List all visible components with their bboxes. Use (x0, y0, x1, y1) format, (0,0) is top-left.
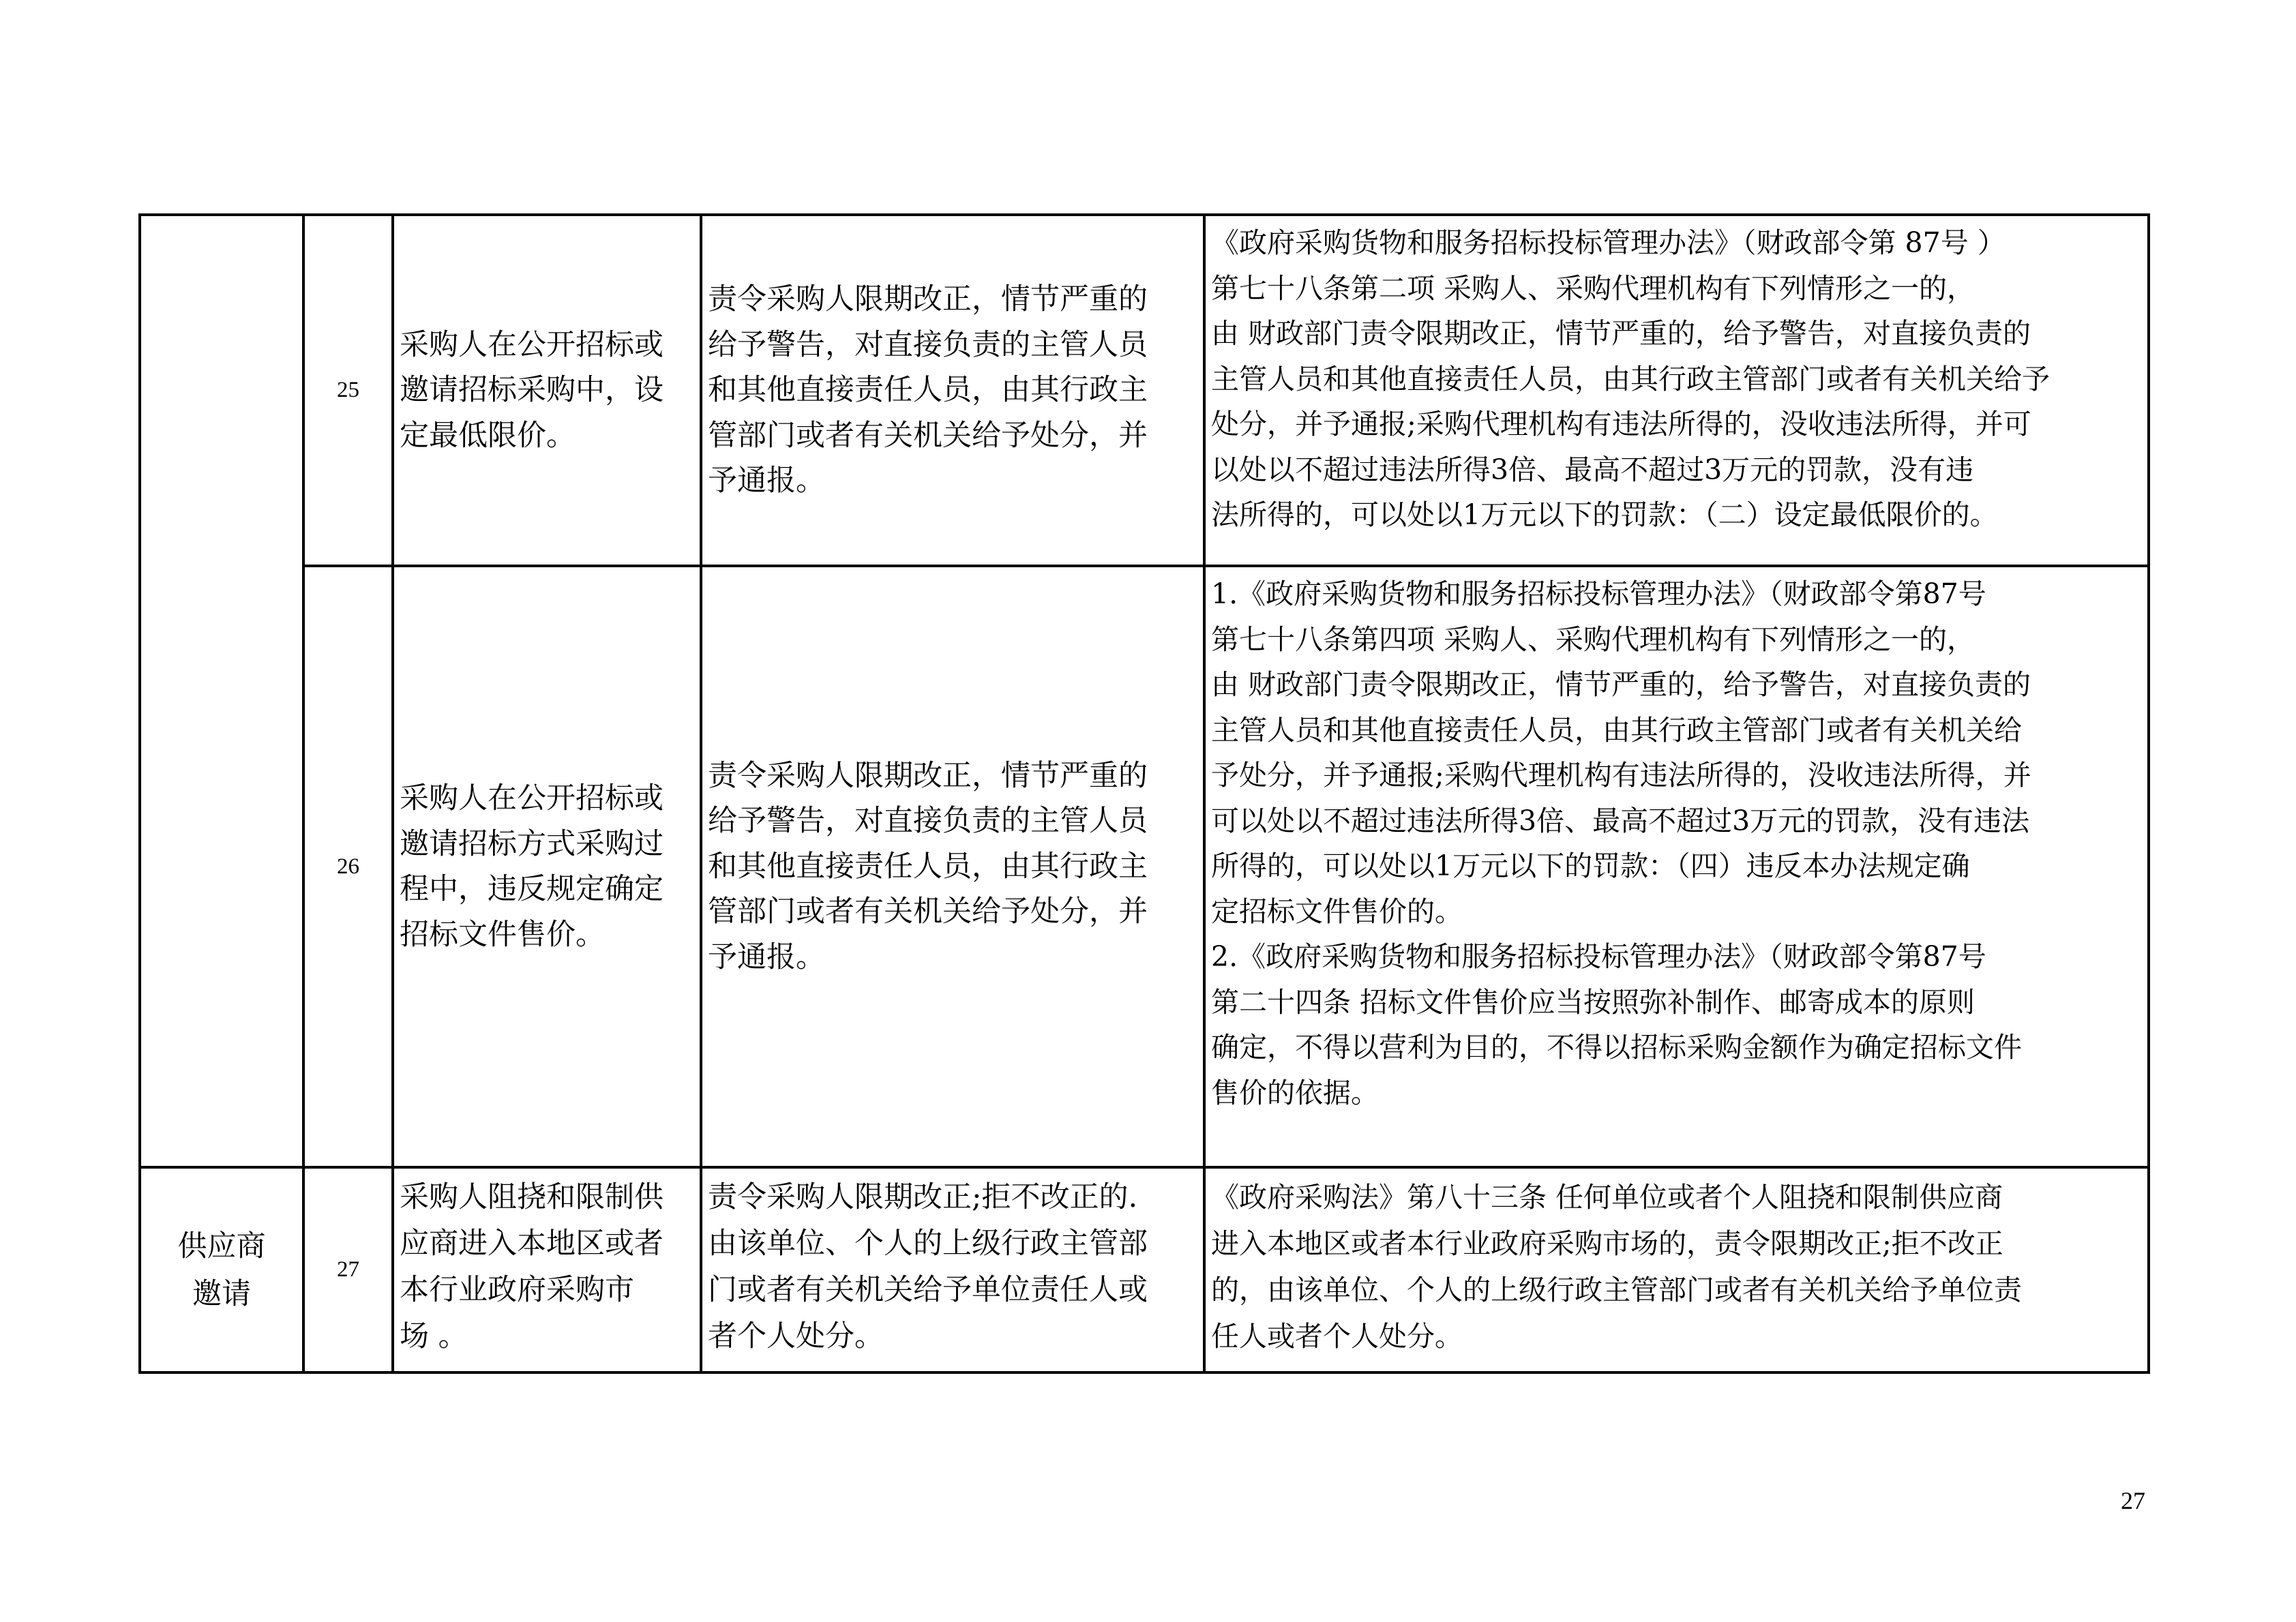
table-row (140, 566, 2149, 1167)
violation-line: 邀请招标采购中，设 (400, 373, 664, 408)
penalty-line: 者个人处分。 (708, 1319, 884, 1353)
basis-line: 由 财政部门责令限期改正，情节严重的，给予警告，对直接负责的 (1211, 317, 2031, 350)
basis-line: 主管人员和其他直接责任人员，由其行政主管部门或者有关机关给予 (1211, 362, 2050, 395)
penalty-line: 予通报。 (708, 940, 825, 974)
basis-line: 1.《政府采购货物和服务招标投标管理办法》（财政部令第87号 (1211, 577, 1986, 610)
violation-cell (393, 566, 701, 1167)
penalty-line: 责令采购人限期改正，情节严重的 (708, 282, 1148, 317)
basis-line: 任人或者个人处分。 (1211, 1320, 1463, 1353)
violation-line: 应商进入本地区或者 (400, 1227, 664, 1261)
penalty-line: 予通报。 (708, 464, 825, 498)
page-number: 27 (2121, 1487, 2145, 1514)
penalty-line: 管部门或者有关机关给予处分，并 (708, 895, 1148, 929)
penalty-line: 和其他直接责任人员，由其行政主 (708, 373, 1148, 408)
regulation-table (138, 213, 2150, 1374)
item-number: 27 (303, 1167, 393, 1372)
legal-basis-cell (1204, 566, 2149, 1167)
basis-line: 定招标文件售价的。 (1211, 895, 1463, 928)
item-number: 25 (303, 215, 393, 566)
basis-line: 进入本地区或者本行业政府采购市场的，责令限期改正;拒不改正 (1211, 1227, 2003, 1260)
penalty-line: 和其他直接责任人员，由其行政主 (708, 849, 1148, 884)
basis-line: 所得的，可以处以1万元以下的罚款：（四）违反本办法规定确 (1211, 850, 1970, 882)
basis-line: 由 财政部门责令限期改正，情节严重的，给予警告，对直接负责的 (1211, 668, 2031, 701)
category-line: 供应商 (177, 1229, 266, 1263)
basis-line: 确定，不得以营利为目的，不得以招标采购金额作为确定招标文件 (1211, 1031, 2022, 1064)
basis-line: 的，由该单位、个人的上级行政主管部门或者有关机关给予单位责 (1211, 1274, 2022, 1306)
violation-line: 采购人在公开招标或 (400, 327, 664, 362)
category-line: 邀请 (192, 1276, 251, 1311)
item-number: 26 (303, 566, 393, 1167)
basis-line: 可以处以不超过违法所得3倍、最高不超过3万元的罚款，没有违法 (1211, 804, 2030, 837)
basis-line: 法所得的，可以处以1万元以下的罚款：（二）设定最低限价的。 (1211, 498, 1998, 531)
penalty-cell (701, 215, 1204, 566)
violation-line: 本行业政府采购市 (400, 1273, 634, 1307)
basis-line: 第二十四条 招标文件售价应当按照弥补制作、邮寄成本的原则 (1211, 985, 1976, 1019)
penalty-line: 责令采购人限期改正，情节严重的 (708, 758, 1148, 793)
basis-line: 2.《政府采购货物和服务招标投标管理办法》（财政部令第87号 (1211, 940, 1986, 973)
basis-line: 《政府采购货物和服务招标投标管理办法》（财政部令第 87号 ） (1211, 226, 2006, 259)
basis-line: 售价的依据。 (1211, 1076, 1379, 1109)
basis-line: 处分，并予通报;采购代理机构有违法所得的，没收违法所得，并可 (1211, 408, 2031, 440)
basis-line: 《政府采购法》第八十三条 任何单位或者个人阻挠和限制供应商 (1211, 1181, 2003, 1214)
violation-line: 邀请招标方式采购过 (400, 826, 664, 861)
penalty-line: 门或者有关机关给予单位责任人或 (708, 1273, 1148, 1307)
penalty-line: 给予警告，对直接负责的主管人员 (708, 804, 1148, 839)
penalty-cell (701, 1167, 1204, 1372)
basis-line: 予处分，并予通报;采购代理机构有违法所得的，没收违法所得，并 (1211, 759, 2031, 792)
penalty-line: 给予警告，对直接负责的主管人员 (708, 327, 1148, 362)
penalty-line: 管部门或者有关机关给予处分，并 (708, 418, 1148, 453)
violation-line: 定最低限价。 (400, 418, 576, 453)
violation-line: 招标文件售价。 (400, 917, 605, 952)
penalty-line: 责令采购人限期改正;拒不改正的. (708, 1180, 1138, 1214)
category-cell (140, 1167, 303, 1372)
violation-line: 采购人阻挠和限制供 (400, 1180, 664, 1214)
table-row (140, 1167, 2149, 1372)
basis-line: 主管人员和其他直接责任人员，由其行政主管部门或者有关机关给 (1211, 713, 2022, 747)
violation-line: 采购人在公开招标或 (400, 781, 664, 815)
penalty-line: 由该单位、个人的上级行政主管部 (708, 1227, 1148, 1261)
basis-line: 第七十八条第二项 采购人、采购代理机构有下列情形之一的， (1211, 271, 1976, 305)
legal-basis-cell (1204, 1167, 2149, 1372)
table-row (140, 215, 2149, 566)
violation-line: 场 。 (400, 1319, 468, 1353)
basis-line: 第七十八条第四项 采购人、采购代理机构有下列情形之一的， (1211, 622, 1976, 656)
legal-basis-cell (1204, 215, 2149, 566)
violation-line: 程中，违反规定确定 (400, 872, 664, 906)
violation-cell (393, 215, 701, 566)
penalty-cell (701, 566, 1204, 1167)
category-cell (140, 215, 303, 1167)
basis-line: 以处以不超过违法所得3倍、最高不超过3万元的罚款，没有违 (1211, 453, 1974, 486)
violation-cell (393, 1167, 701, 1372)
